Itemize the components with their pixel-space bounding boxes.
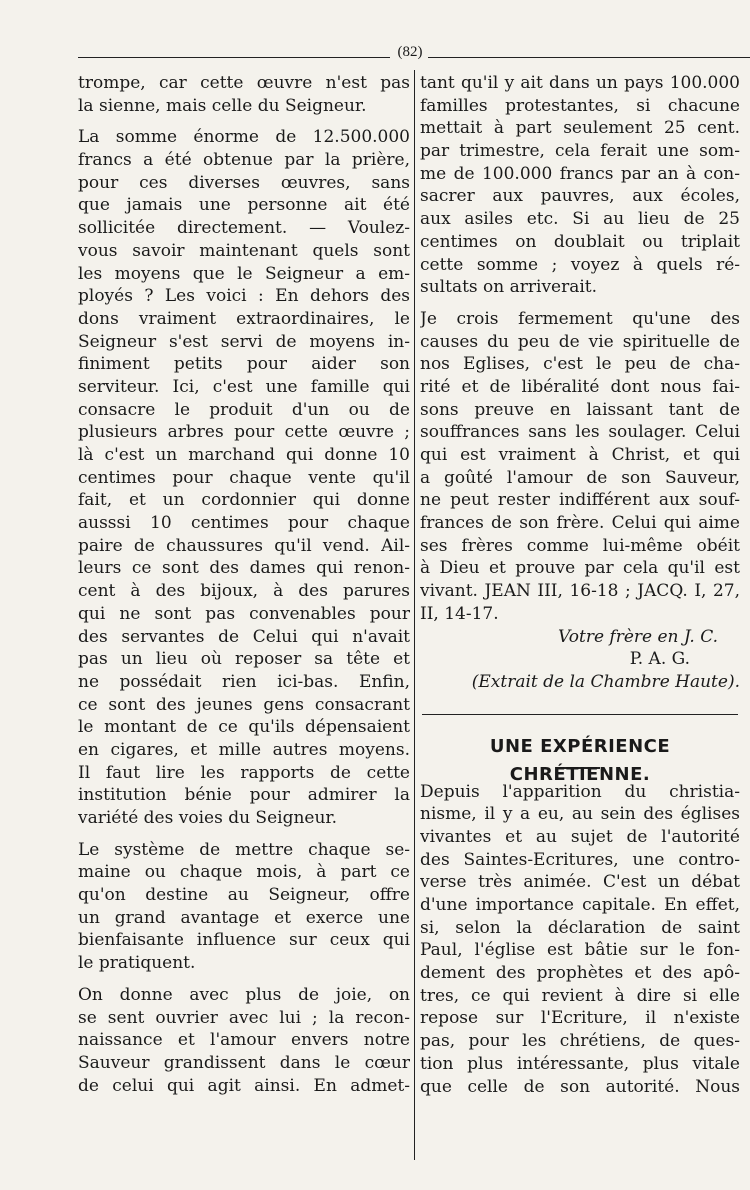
text-line: qu'on destine au Seigneur, offre: [78, 885, 410, 906]
text-line: pour ces diverses œuvres, sans: [78, 172, 410, 193]
text-line: sollicitée directement. — Voulez-: [78, 218, 410, 239]
text-line: On donne avec plus de joie, on: [78, 984, 410, 1005]
text-line: qui est vraiment à Christ, et qui: [420, 445, 740, 465]
signature-closing: Votre frère en J. C.: [558, 626, 718, 647]
signature-initials: P. A. G.: [629, 649, 690, 670]
text-line: des servantes de Celui qui n'avait: [78, 626, 410, 647]
text-line: sons preuve en laissant tant de: [420, 399, 740, 420]
text-line: verse très animée. C'est un débat: [420, 872, 740, 893]
text-line: francs a été obtenue par la prière,: [78, 150, 410, 171]
right-column-continuation: [420, 72, 740, 626]
text-line: aux asiles etc. Si au lieu de 25: [420, 209, 740, 230]
text-line: par trimestre, cela ferait une som-: [420, 141, 740, 162]
text-line: centimes pour chaque vente qu'il: [78, 467, 410, 488]
right-column: [420, 72, 740, 1098]
text-line: cent à des bijoux, à des parures: [78, 581, 410, 602]
text-line: repose sur l'Ecriture, il n'existe: [420, 1008, 740, 1029]
text-line: ne possédait rien ici-bas. Enfin,: [78, 671, 410, 692]
text-line: naissance et l'amour envers notre: [78, 1030, 410, 1051]
text-line: la sienne, mais celle du Seigneur.: [78, 95, 367, 116]
text-line: a goûté l'amour de son Sauveur,: [420, 467, 740, 488]
text-line: Depuis l'apparition du christia-: [420, 781, 740, 802]
page-header: [78, 44, 750, 68]
text-line: souffrances sans les soulager. Celui: [420, 422, 740, 443]
signature-source: (Extrait de la Chambre Haute).: [471, 671, 740, 692]
text-line: le montant de ce qu'ils dépensaient: [78, 717, 410, 738]
signature-block: [420, 626, 740, 694]
text-line: tion plus intéressante, plus vitale: [420, 1053, 740, 1074]
text-line: à Dieu et prouve par cela qu'il est: [420, 558, 740, 579]
text-line: ne peut rester indifférent aux souf-: [420, 490, 740, 511]
text-line: dons vraiment extraordinaires, le: [78, 308, 410, 329]
text-line: trompe, car cette œuvre n'est pas: [78, 73, 410, 93]
text-line: cette somme ; voyez à quels ré-: [420, 254, 740, 275]
text-line: en cigares, et mille autres moyens.: [78, 739, 410, 760]
text-line: vivantes et au sujet de l'autorité: [420, 826, 740, 847]
paragraph-gap: [78, 830, 410, 839]
text-line: consacre le produit d'un ou de: [78, 399, 410, 420]
text-line: nos Eglises, c'est le peu de cha-: [420, 354, 740, 375]
page-number: (82): [397, 44, 423, 60]
text-line: familles protestantes, si chacune: [420, 95, 740, 116]
paragraph-gap: [78, 975, 410, 984]
text-line: leurs ce sont des dames qui renon-: [78, 558, 410, 579]
text-line: paire de chaussures qu'il vend. Ail-: [78, 535, 410, 556]
text-line: frances de son frère. Celui qui aime: [420, 513, 740, 534]
text-line: Le système de mettre chaque se-: [78, 839, 410, 860]
text-line: causes du peu de vie spirituelle de: [420, 331, 740, 352]
text-line: La somme énorme de 12.500.000: [78, 127, 410, 148]
text-line: que jamais une personne ait été: [78, 195, 410, 216]
text-line: d'une importance capitale. En effet,: [420, 895, 740, 915]
text-line: Seigneur s'est servi de moyens in-: [78, 331, 410, 352]
text-line: pas un lieu où reposer sa tête et: [78, 649, 410, 670]
article-separator: [422, 714, 738, 715]
text-line: finiment petits pour aider son: [78, 354, 410, 375]
text-line: ausssi 10 centimes pour chaque: [78, 513, 410, 534]
text-line: tres, ce qui revient à dire si elle: [420, 985, 740, 1006]
text-line: ployés ? Les voici : En dehors des: [78, 286, 410, 307]
text-line: sacrer aux pauvres, aux écoles,: [420, 186, 740, 207]
text-line: serviteur. Ici, c'est une famille qui: [78, 376, 410, 397]
text-line: qui ne sont pas convenables pour: [78, 603, 410, 624]
text-line: mettait à part seulement 25 cent.: [420, 118, 740, 139]
text-line: sultats on arriverait.: [420, 277, 598, 298]
text-line: si, selon la déclaration de saint: [420, 917, 740, 938]
text-line: se sent ouvrier avec lui ; la recon-: [78, 1007, 410, 1028]
text-line: fait, et un cordonnier qui donne: [78, 490, 410, 511]
text-line: un grand avantage et exerce une: [78, 907, 410, 928]
text-line: bienfaisante influence sur ceux qui: [78, 930, 410, 951]
paragraph-gap: [78, 117, 410, 126]
paragraph-gap: [420, 299, 740, 308]
text-line: vous savoir maintenant quels sont: [78, 240, 410, 261]
article-title: UNE EXPÉRIENCE CHRÉTIENNE.: [489, 735, 671, 785]
text-line: vivant. JEAN III, 16-18 ; JACQ. I, 27,: [420, 581, 740, 602]
text-line: des Saintes-Ecritures, une contro-: [420, 849, 740, 870]
text-line: tant qu'il y ait dans un pays 100.000: [420, 73, 740, 93]
text-line: Il faut lire les rapports de cette: [78, 762, 410, 783]
header-rule-right: [428, 57, 750, 58]
text-line: ce sont des jeunes gens consacrant: [78, 694, 410, 715]
article-body: [420, 781, 740, 1099]
text-line: centimes on doublait ou triplait: [420, 231, 740, 252]
text-line: Je crois fermement qu'une des: [420, 308, 740, 329]
text-line: plusieurs arbres pour cette œuvre ;: [78, 422, 410, 443]
text-line: II, 14-17.: [420, 603, 499, 624]
text-line: Sauveur grandissent dans le cœur: [78, 1052, 410, 1073]
text-line: institution bénie pour admirer la: [78, 785, 410, 806]
text-line: nisme, il y a eu, au sein des églises: [420, 804, 740, 825]
text-line: là c'est un marchand qui donne 10: [78, 445, 410, 465]
text-line: Paul, l'église est bâtie sur le fon-: [420, 940, 740, 961]
text-line: les moyens que le Seigneur a em-: [78, 263, 410, 284]
header-rule-left: [78, 57, 390, 58]
text-line: que celle de son autorité. Nous: [420, 1076, 740, 1097]
text-line: de celui qui agit ainsi. En admet-: [78, 1075, 410, 1096]
text-line: me de 100.000 francs par an à con-: [420, 163, 740, 184]
text-line: pas, pour les chrétiens, de ques-: [420, 1031, 740, 1052]
text-line: maine ou chaque mois, à part ce: [78, 862, 410, 883]
text-line: dement des prophètes et des apô-: [420, 963, 740, 984]
text-line: le pratiquent.: [78, 953, 196, 974]
text-line: ses frères comme lui-même obéit: [420, 535, 740, 556]
text-line: variété des voies du Seigneur.: [78, 808, 338, 828]
text-line: rité et de libéralité dont nous fai-: [420, 376, 740, 397]
left-column: [78, 72, 410, 1097]
column-divider: [414, 70, 415, 1160]
